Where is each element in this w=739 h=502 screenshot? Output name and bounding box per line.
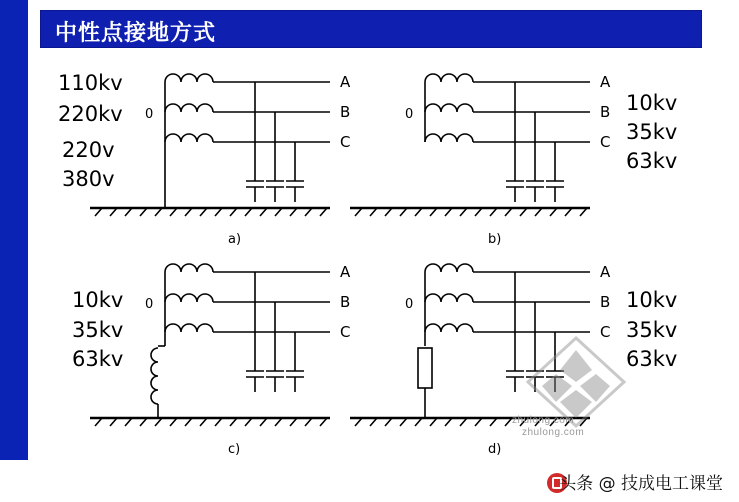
diagram-b-phase-label-0: A [600,73,611,91]
diagram-a-left-label-2: 220v [62,138,115,162]
watermark-text-line1: zhulong.com [512,415,575,426]
diagram-a-left-label-1: 220kv [58,102,123,126]
diagram-a-neutral-label: 0 [145,107,154,122]
diagram-a-left-label-0: 110kv [58,71,123,95]
diagram-c-left-label-1: 35kv [72,318,124,342]
diagram-a-caption: a) [228,232,242,247]
diagram-c-left-label-0: 10kv [72,288,124,312]
diagram-d-right-label-2: 63kv [626,347,678,371]
diagram-b-neutral-label: 0 [405,107,414,122]
footer-attribution: 头条 @ 技成电工课堂 [559,474,723,494]
watermark-text-line2: zhulong.com [522,427,585,438]
page-title: 中性点接地方式 [55,21,217,46]
diagram-b-phase-label-1: B [600,103,611,121]
diagram-c-neutral-label: 0 [145,297,154,312]
diagram-d-right-label-0: 10kv [626,288,678,312]
diagram-d-phase-label-2: C [600,323,611,341]
diagram-b-right-label-1: 35kv [626,120,678,144]
diagram-b-phase-label-2: C [600,133,611,151]
diagram-a-phase-label-2: C [340,133,351,151]
diagram-a-phase-label-1: B [340,103,351,121]
diagram-c-phase-label-2: C [340,323,351,341]
diagram-d-phase-label-0: A [600,263,611,281]
diagram-a-left-label-3: 380v [62,167,115,191]
diagram-b-right-label-2: 63kv [626,149,678,173]
diagram-c-phase-label-0: A [340,263,351,281]
diagram-b-caption: b) [488,232,502,247]
diagram-a-phase-label-0: A [340,73,351,91]
diagram-c-left-label-2: 63kv [72,347,124,371]
diagram-d-phase-label-1: B [600,293,611,311]
diagram-d-neutral-label: 0 [405,297,414,312]
diagram-b-right-label-0: 10kv [626,91,678,115]
diagram-c-phase-label-1: B [340,293,351,311]
footer-bar [0,460,739,502]
diagram-canvas [0,50,739,460]
title-banner [40,10,702,48]
diagram-d-right-label-1: 35kv [626,318,678,342]
diagram-c-caption: c) [228,442,241,457]
diagram-d-caption: d) [488,442,502,457]
